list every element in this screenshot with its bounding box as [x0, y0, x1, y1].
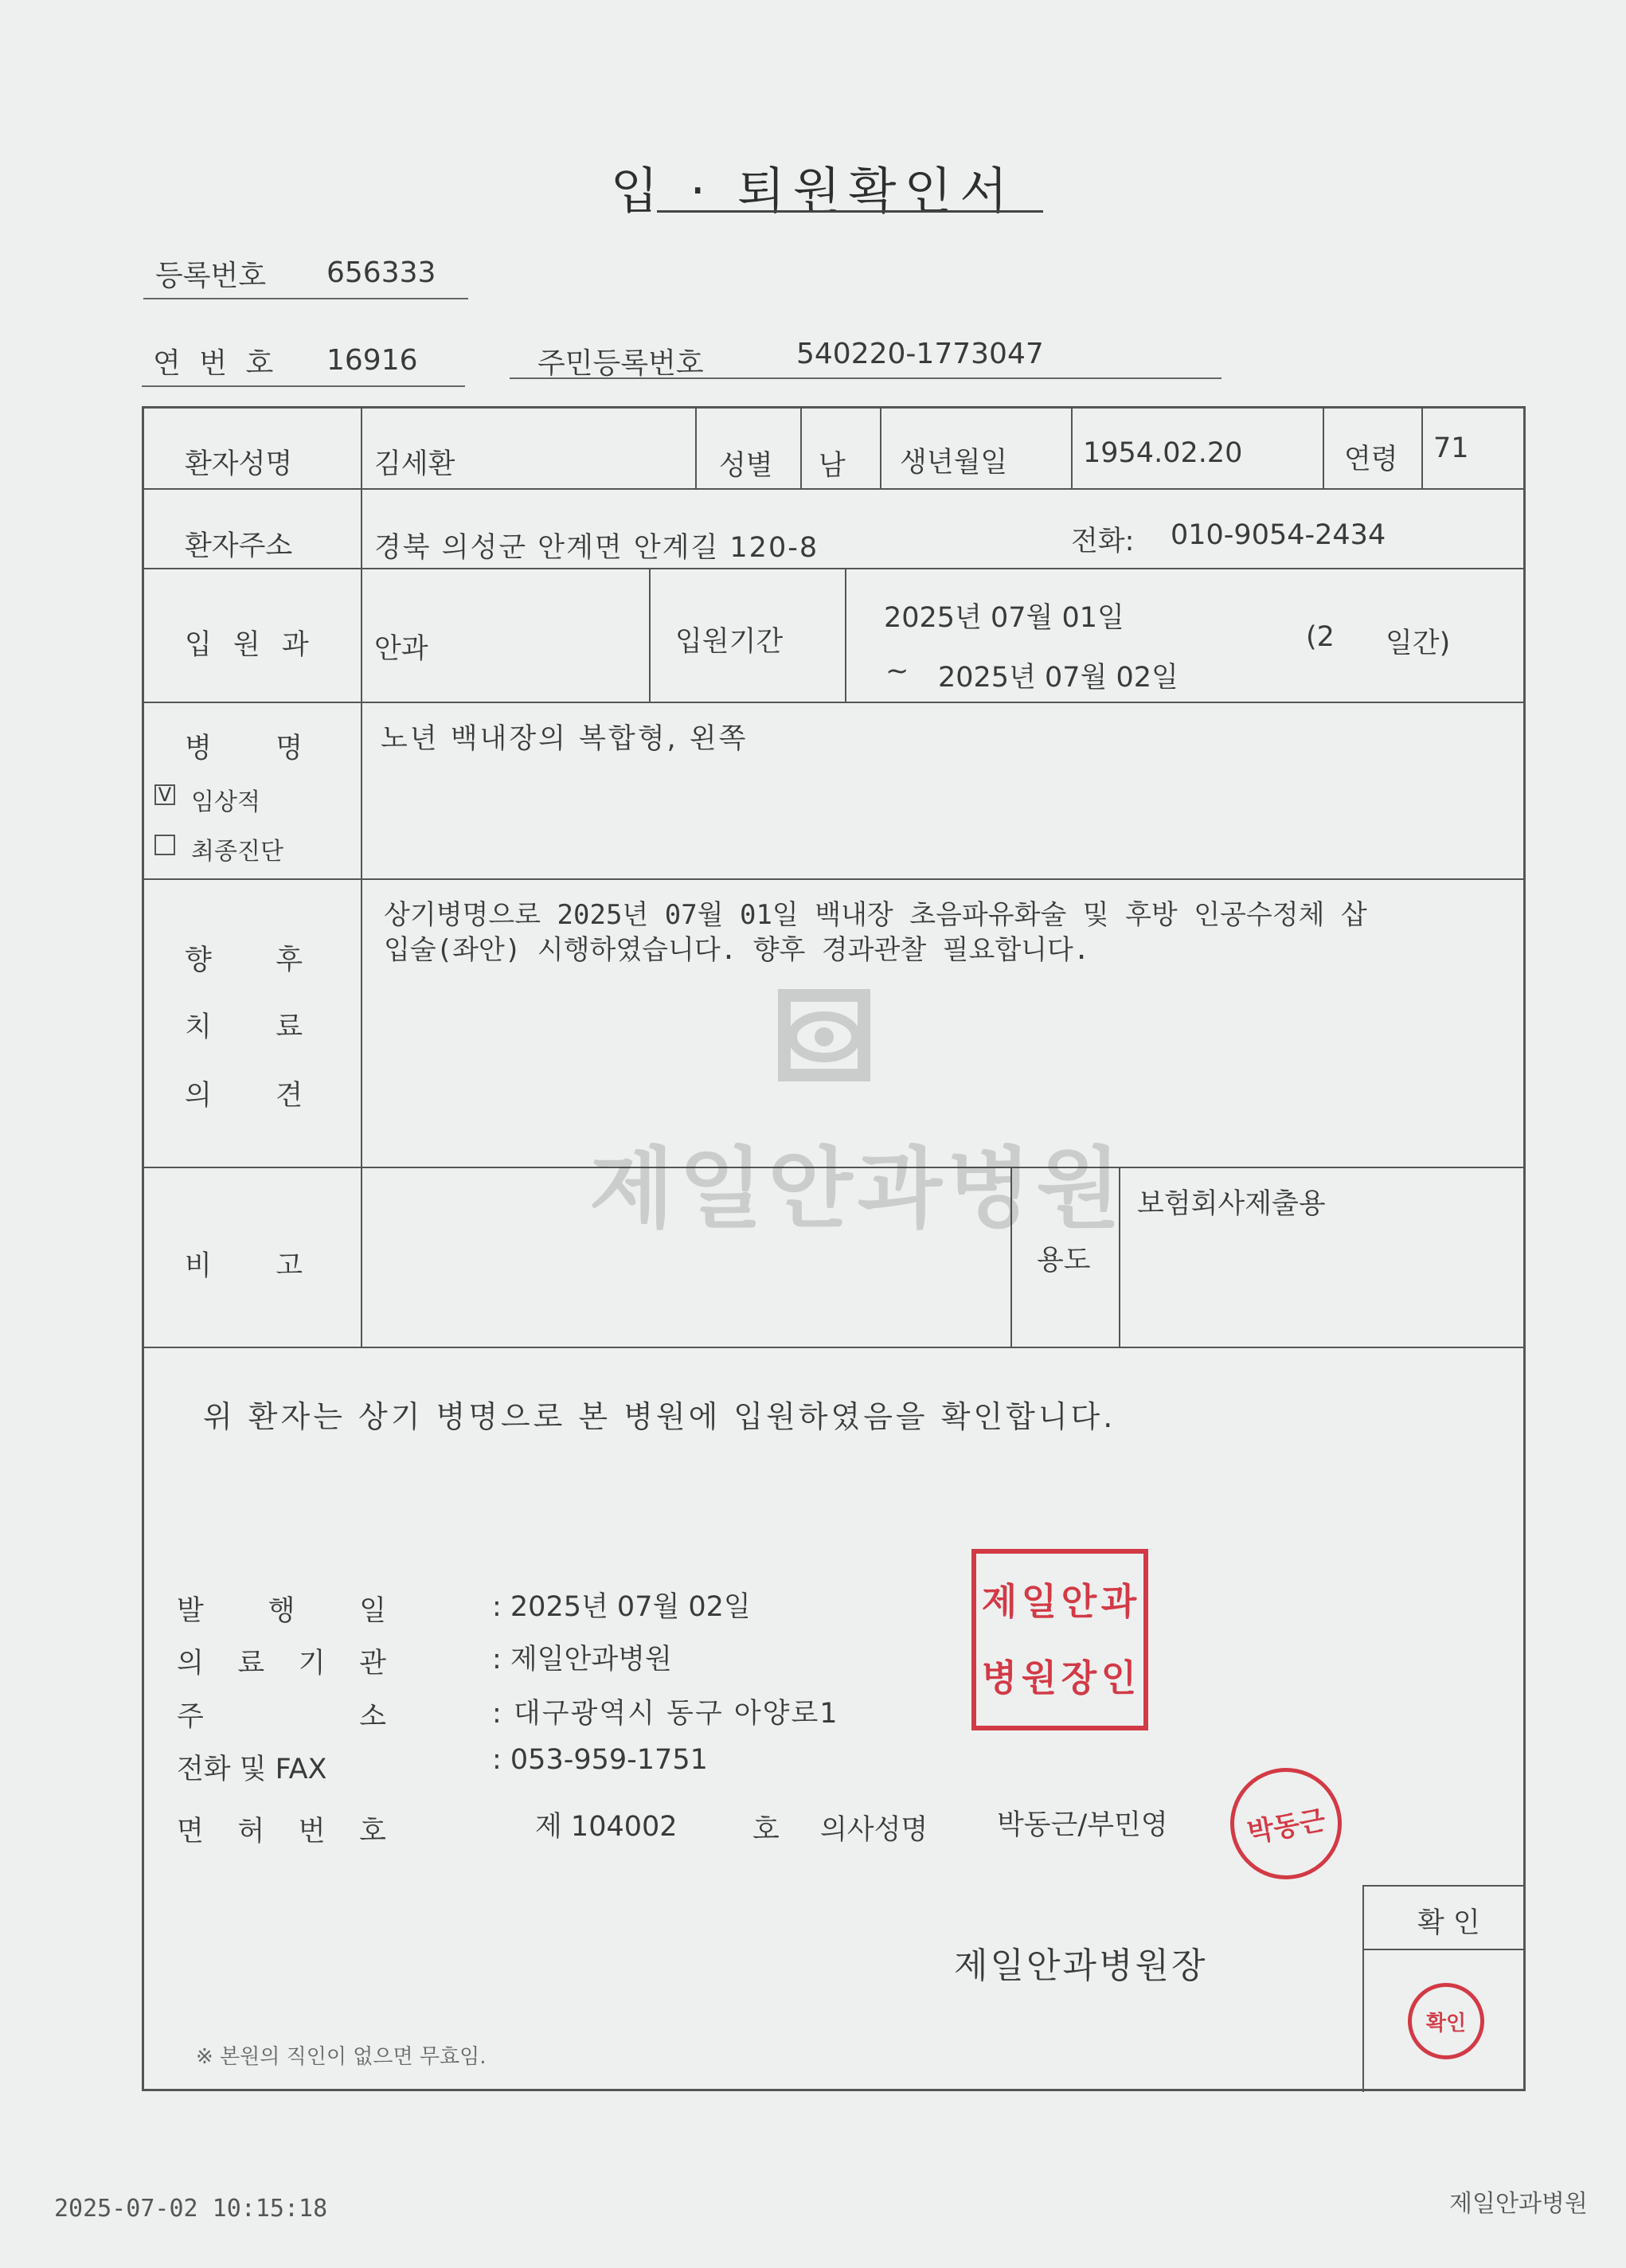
diagnosis-label	[185, 726, 304, 766]
label-char: 의	[177, 1648, 205, 1679]
treatment-line-2: 입술(좌안) 시행하였습니다. 향후 경과관찰 필요합니다.	[384, 934, 1090, 966]
institution-label	[177, 1641, 388, 1681]
diagnosis-label-b: 명	[276, 733, 304, 764]
age-value: 71	[1433, 432, 1469, 464]
sex-value: 남	[819, 450, 846, 482]
footer-hospital-name: 제일안과병원	[1449, 2190, 1588, 2218]
license-label	[177, 1809, 388, 1849]
label-char: 의	[185, 1080, 213, 1112]
col-divider	[1421, 409, 1423, 488]
final-diagnosis-checkbox[interactable]	[154, 835, 175, 855]
birth-label: 생년월일	[900, 447, 1008, 479]
period-tilde: ~	[885, 655, 909, 687]
serial-label: 연 번 호	[153, 347, 279, 380]
validity-note: ※ 본원의 직인이 없으면 무효임.	[196, 2045, 487, 2069]
treatment-label-row-2	[185, 1005, 304, 1045]
diagnosis-label-a: 병	[185, 733, 213, 764]
institution-value: : 제일안과병원	[492, 1644, 672, 1676]
period-start: 2025년 07월 01일	[884, 602, 1124, 634]
use-label: 용도	[1037, 1245, 1091, 1277]
days-close: 일간)	[1386, 628, 1451, 659]
reg-no-label: 등록번호	[155, 260, 267, 292]
label-char: 주	[177, 1701, 205, 1733]
address-value: 경북 의성군 안계면 안계길 120-8	[374, 532, 819, 564]
dept-value: 안과	[374, 633, 428, 665]
label-char: 호	[359, 1816, 388, 1848]
document-title: 입 · 퇴원확인서	[610, 162, 1016, 220]
address-value-issue: : 대구광역시 동구 아양로1	[492, 1698, 839, 1730]
label-char: 견	[276, 1080, 304, 1112]
confirm-box-divider	[1362, 1949, 1526, 1950]
confirm-box-left	[1362, 1885, 1364, 2092]
patient-name-label: 환자성명	[185, 448, 293, 480]
doctor-seal: 박동근	[1221, 1759, 1350, 1888]
label-char: 기	[298, 1648, 327, 1679]
resident-no-underline	[510, 377, 1221, 379]
col-divider	[649, 568, 651, 702]
treatment-label-row-1	[185, 938, 304, 978]
col-divider	[1071, 409, 1073, 488]
remarks-label	[185, 1244, 304, 1284]
age-label: 연령	[1344, 444, 1398, 475]
tel-fax-label: 전화 및 FAX	[177, 1754, 327, 1785]
label-char: 일	[359, 1595, 388, 1627]
period-end: 2025년 07월 02일	[938, 662, 1178, 694]
diagnosis-text: 노년 백내장의 복합형, 왼쪽	[381, 723, 749, 755]
confirm-seal: 확인	[1408, 1983, 1484, 2059]
col-divider	[800, 409, 802, 488]
row-divider	[144, 702, 1526, 703]
row-divider	[144, 568, 1526, 569]
license-number: 제 104002	[535, 1811, 678, 1843]
resident-no-value: 540220-1773047	[796, 338, 1044, 370]
col-divider	[695, 409, 697, 488]
serial-value: 16916	[326, 344, 418, 377]
label-char: 행	[268, 1595, 297, 1627]
days-open: (2	[1306, 621, 1335, 653]
label-char: 후	[276, 944, 304, 976]
tel-fax-value: : 053-959-1751	[492, 1744, 708, 1776]
row-divider	[144, 1347, 1526, 1348]
use-value: 보험회사제출용	[1137, 1188, 1326, 1220]
serial-underline	[142, 385, 465, 387]
col-divider	[845, 568, 846, 702]
row-divider	[144, 488, 1526, 490]
label-char: 번	[298, 1816, 327, 1848]
label-char: 료	[237, 1648, 267, 1679]
license-suffix: 호	[752, 1814, 780, 1846]
treatment-label-row-3	[185, 1073, 304, 1113]
period-label: 입원기간	[675, 626, 784, 658]
address-label-issue	[177, 1695, 388, 1734]
hospital-seal: 제 일 안 과 병 원 장 인	[971, 1549, 1148, 1730]
birth-value: 1954.02.20	[1083, 437, 1243, 469]
phone-value: 010-9054-2434	[1171, 519, 1386, 551]
confirmation-sentence: 위 환자는 상기 병명으로 본 병원에 입원하였음을 확인합니다.	[203, 1399, 1116, 1434]
row-divider	[144, 878, 1526, 880]
col-divider	[1323, 409, 1324, 488]
label-char: 고	[276, 1250, 304, 1282]
print-timestamp: 2025-07-02 10:15:18	[54, 2195, 328, 2223]
issue-date-label	[177, 1589, 388, 1629]
check-mark: V	[158, 784, 172, 806]
label-col-divider	[361, 409, 362, 1347]
doctor-label: 의사성명	[820, 1814, 928, 1846]
clinical-checkbox[interactable]	[154, 784, 175, 805]
address-label: 환자주소	[185, 530, 293, 562]
label-char: 료	[276, 1011, 304, 1043]
phone-label: 전화:	[1071, 526, 1135, 557]
treatment-line-1: 상기병명으로 2025년 07월 01일 백내장 초음파유화술 및 후방 인공수정체 삽	[384, 899, 1367, 931]
doctor-name: 박동근/부민영	[997, 1809, 1168, 1841]
label-char: 면	[177, 1816, 205, 1848]
hospital-director: 제일안과병원장	[954, 1945, 1208, 1986]
issue-date-value: : 2025년 07월 02일	[492, 1591, 751, 1623]
label-char: 허	[237, 1816, 267, 1848]
label-char: 향	[185, 944, 213, 976]
clinical-label: 임상적	[191, 788, 260, 816]
final-diagnosis-label: 최종진단	[191, 838, 283, 866]
dept-label: 입 원 과	[185, 629, 315, 661]
sex-label: 성별	[719, 450, 773, 482]
reg-no-underline	[143, 298, 468, 299]
hospital-logo-watermark	[768, 980, 880, 1091]
patient-name-value: 김세환	[374, 448, 455, 480]
confirm-label: 확 인	[1417, 1907, 1480, 1939]
title-underline	[657, 210, 1043, 213]
label-char: 관	[359, 1648, 388, 1679]
resident-no-label: 주민등록번호	[537, 347, 704, 380]
hospital-name-watermark: 제일안과병원	[589, 1138, 1126, 1240]
label-char: 비	[185, 1250, 213, 1282]
label-char: 발	[177, 1595, 205, 1627]
reg-no-value: 656333	[326, 256, 436, 289]
col-divider	[880, 409, 881, 488]
eye-logo-icon	[768, 980, 880, 1091]
label-char: 치	[185, 1011, 213, 1043]
label-char: 소	[359, 1701, 388, 1733]
confirm-box-top	[1362, 1885, 1526, 1887]
